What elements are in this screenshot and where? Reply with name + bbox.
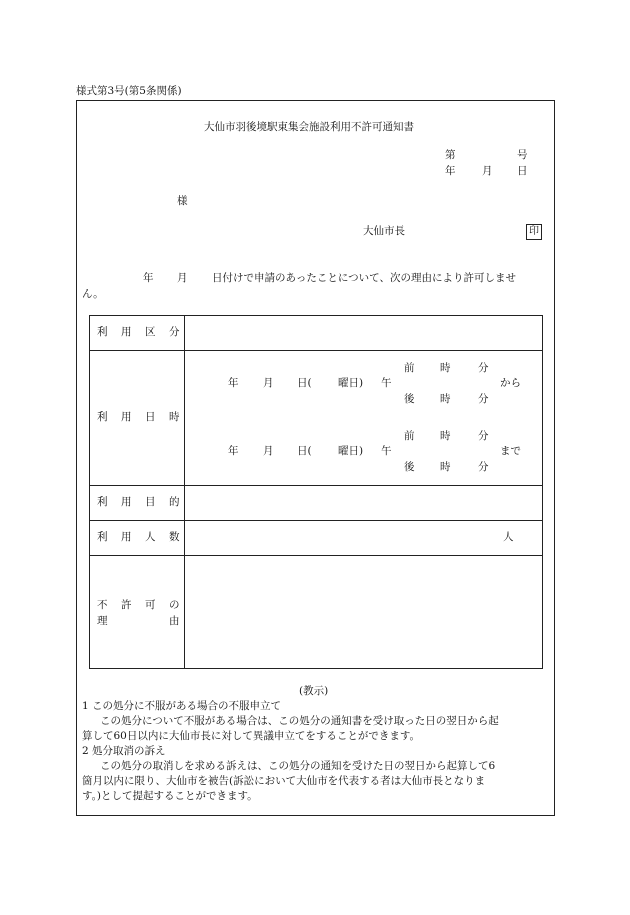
end-suffix: まで <box>500 445 521 457</box>
label-people-2: 用 <box>121 531 132 543</box>
instruction-item2-body-1: この処分の取消しを求める訴えは、この処分の通知を受けた日の翌日から起算して6 <box>100 760 496 772</box>
label-reason-5: 理 <box>97 615 108 627</box>
label-category-3: 区 <box>145 326 156 338</box>
end-day: 日( <box>297 445 312 457</box>
doc-no-dai: 第 <box>445 149 456 161</box>
label-people-3: 人 <box>145 531 156 543</box>
label-category-2: 用 <box>121 326 132 338</box>
start-minute-am: 分 <box>478 362 489 374</box>
end-am: 前 <box>404 430 415 442</box>
end-month: 月 <box>263 445 274 457</box>
label-purpose-4: 的 <box>169 496 180 508</box>
start-weekday: 曜日) <box>338 377 364 389</box>
label-datetime-4: 時 <box>169 411 180 423</box>
end-year: 年 <box>228 445 239 457</box>
end-pm: 後 <box>404 461 415 473</box>
label-people-1: 利 <box>97 531 108 543</box>
start-pm: 後 <box>404 393 415 405</box>
doc-date-month: 月 <box>482 165 493 177</box>
issuer: 大仙市長 <box>363 225 405 237</box>
label-people-4: 数 <box>169 531 180 543</box>
label-datetime-1: 利 <box>97 411 108 423</box>
document-title: 大仙市羽後境駅東集会施設利用不許可通知書 <box>204 121 414 133</box>
start-month: 月 <box>263 377 274 389</box>
end-hour-pm: 時 <box>440 461 451 473</box>
end-minute-am: 分 <box>478 430 489 442</box>
instruction-item1-title: 1 この処分に不服がある場合の不服申立て <box>82 700 282 712</box>
start-suffix: から <box>500 377 521 389</box>
end-go: 午 <box>381 445 392 457</box>
start-day: 日( <box>297 377 312 389</box>
instruction-item2-body-2: 箇月以内に限り、大仙市を被告(訴訟において大仙市を代表する者は大仙市長となりま <box>82 775 486 787</box>
people-unit: 人 <box>503 531 514 543</box>
table-divider <box>184 315 185 669</box>
seal-mark: 印 <box>526 224 542 240</box>
instruction-item2-title: 2 処分取消の訴え <box>82 745 166 757</box>
end-minute-pm: 分 <box>478 461 489 473</box>
instruction-item2-body-3: す。)として提起することができます。 <box>82 790 258 802</box>
label-purpose-3: 目 <box>145 496 156 508</box>
start-hour-am: 時 <box>440 362 451 374</box>
instruction-heading: (教示) <box>299 685 329 697</box>
intro-year: 年 <box>143 272 154 284</box>
label-reason-3: 可 <box>145 599 156 611</box>
intro-line2: ん。 <box>82 288 104 300</box>
table-rule <box>89 350 543 351</box>
doc-date-day: 日 <box>517 165 528 177</box>
doc-date-year: 年 <box>445 165 456 177</box>
form-number: 様式第3号(第5条関係) <box>76 85 182 97</box>
label-purpose-1: 利 <box>97 496 108 508</box>
addressee-sama: 様 <box>177 195 188 207</box>
info-table <box>89 315 543 669</box>
table-rule <box>89 555 543 556</box>
start-go: 午 <box>381 377 392 389</box>
end-weekday: 曜日) <box>338 445 364 457</box>
label-category-4: 分 <box>169 326 180 338</box>
label-reason-4: の <box>169 599 180 611</box>
doc-no-go: 号 <box>517 149 528 161</box>
start-am: 前 <box>404 362 415 374</box>
label-purpose-2: 用 <box>121 496 132 508</box>
start-year: 年 <box>228 377 239 389</box>
start-minute-pm: 分 <box>478 393 489 405</box>
intro-line1: 日付けで申請のあったことについて、次の理由により許可しませ <box>212 272 516 284</box>
table-rule <box>89 485 543 486</box>
label-reason-2: 許 <box>121 599 132 611</box>
intro-month: 月 <box>177 272 188 284</box>
instruction-item1-body-2: 算して60日以内に大仙市長に対して異議申立てをすることができます。 <box>82 730 421 742</box>
start-hour-pm: 時 <box>440 393 451 405</box>
label-reason-6: 由 <box>169 615 180 627</box>
label-reason-1: 不 <box>97 599 108 611</box>
instruction-item1-body-1: この処分について不服がある場合は、この処分の通知書を受け取った日の翌日から起 <box>100 715 499 727</box>
table-rule <box>89 520 543 521</box>
label-datetime-3: 日 <box>145 411 156 423</box>
label-category-1: 利 <box>97 326 108 338</box>
end-hour-am: 時 <box>440 430 451 442</box>
label-datetime-2: 用 <box>121 411 132 423</box>
